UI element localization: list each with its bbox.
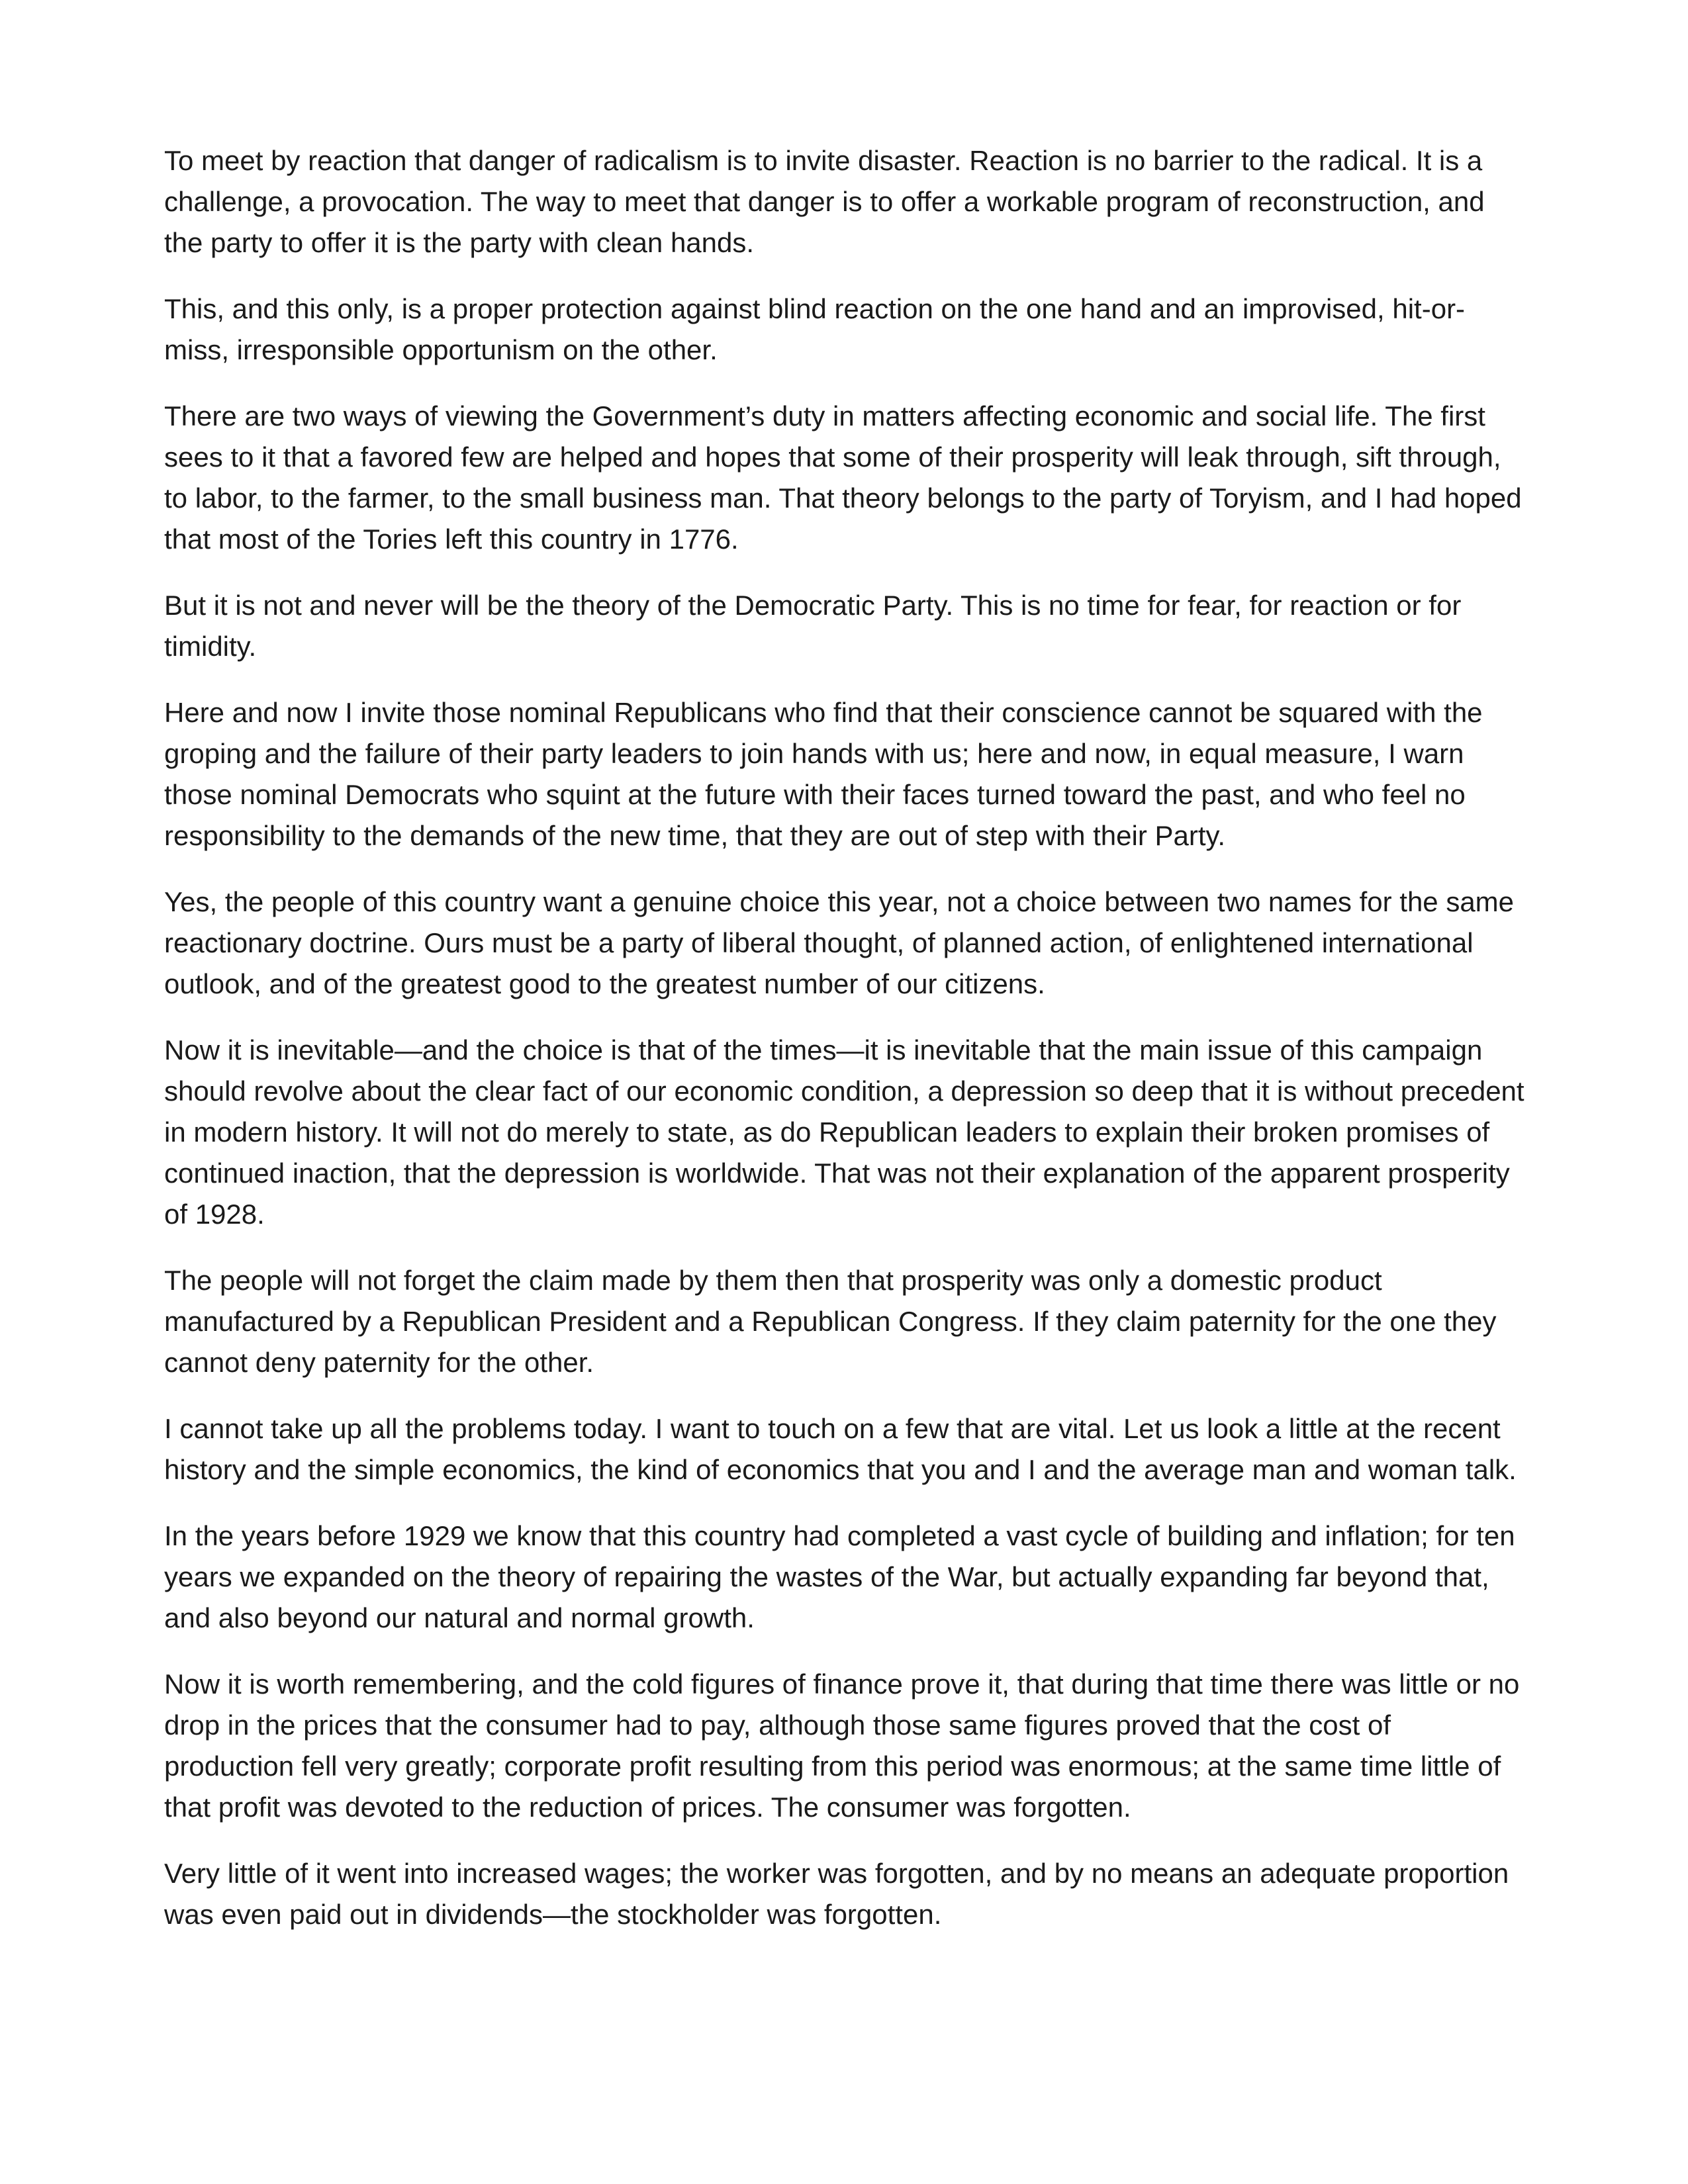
paragraph-7: Now it is inevitable—and the choice is that of the times—it is inevitable that the main issue of this campaign should revolve about the clear fact of our economic condition, a depression so deep that it is without precedent in modern history. It will not do merely to state, as do Republican leaders to explain their broken promises of continued inaction, that the depression is worldwide. That was not their explanation of the apparent prosperity of 1928. (164, 1034, 1524, 1230)
paragraph-2: This, and this only, is a proper protection against blind reaction on the one hand and an improvised, hit-or-miss, irresponsible opportunism on the other. (164, 293, 1466, 365)
paragraph-5: Here and now I invite those nominal Republicans who find that their conscience cannot be squared with the groping and the failure of their party leaders to join hands with us; here and now, in equal measure, I warn those nominal Democrats who squint at the future with their faces turned toward the past, and who feel no responsibility to the demands of the new time, that they are out of step with their Party. (164, 697, 1483, 851)
paragraph-3: There are two ways of viewing the Government’s duty in matters affecting economic and social life. The first sees to it that a favored few are helped and hopes that some of their prosperity will leak through, sift through, to labor, to the farmer, to the small business man. That theory belongs to the party of Toryism, and I had hoped that most of the Tories left this country in 1776. (164, 400, 1522, 555)
paragraph-9: I cannot take up all the problems today. I want to touch on a few that are vital. Let us look a little at the recent history and the simple economics, the kind of economics that you and I and the average man and woman talk. (164, 1413, 1517, 1485)
paragraph-12: Very little of it went into increased wages; the worker was forgotten, and by no means an adequate proportion was even paid out in dividends—the stockholder was forgotten. (164, 1858, 1509, 1930)
paragraph-10: In the years before 1929 we know that this country had completed a vast cycle of building and inflation; for ten years we expanded on the theory of repairing the wastes of the War, but actually expanding far beyond that, and also beyond our natural and normal growth. (164, 1520, 1515, 1633)
paragraph-1: To meet by reaction that danger of radicalism is to invite disaster. Reaction is no barrier to the radical. It is a challenge, a provocation. The way to meet that danger is to offer a workable program of reconstruction, and the party to offer it is the party with clean hands. (164, 145, 1485, 258)
paragraph-8: The people will not forget the claim made by them then that prosperity was only a domestic product manufactured by a Republican President and a Republican Congress. If they claim paternity for the one they cannot deny paternity for the other. (164, 1265, 1497, 1378)
paragraph-4: But it is not and never will be the theory of the Democratic Party. This is no time for fear, for reaction or for timidity. (164, 590, 1462, 662)
paragraph-6: Yes, the people of this country want a genuine choice this year, not a choice between two names for the same reactionary doctrine. Ours must be a party of liberal thought, of planned action, of enlightened international outlook, and of the greatest good to the greatest number of our citizens. (164, 886, 1515, 999)
paragraph-11: Now it is worth remembering, and the cold figures of finance prove it, that during that time there was little or no drop in the prices that the consumer had to pay, although those same figures proved that the cost of production fell very greatly; corporate profit resulting from this period was enormous; at the same time little of that profit was devoted to the reduction of prices. The consumer was forgotten. (164, 1668, 1520, 1823)
document-page (164, 140, 1528, 1960)
